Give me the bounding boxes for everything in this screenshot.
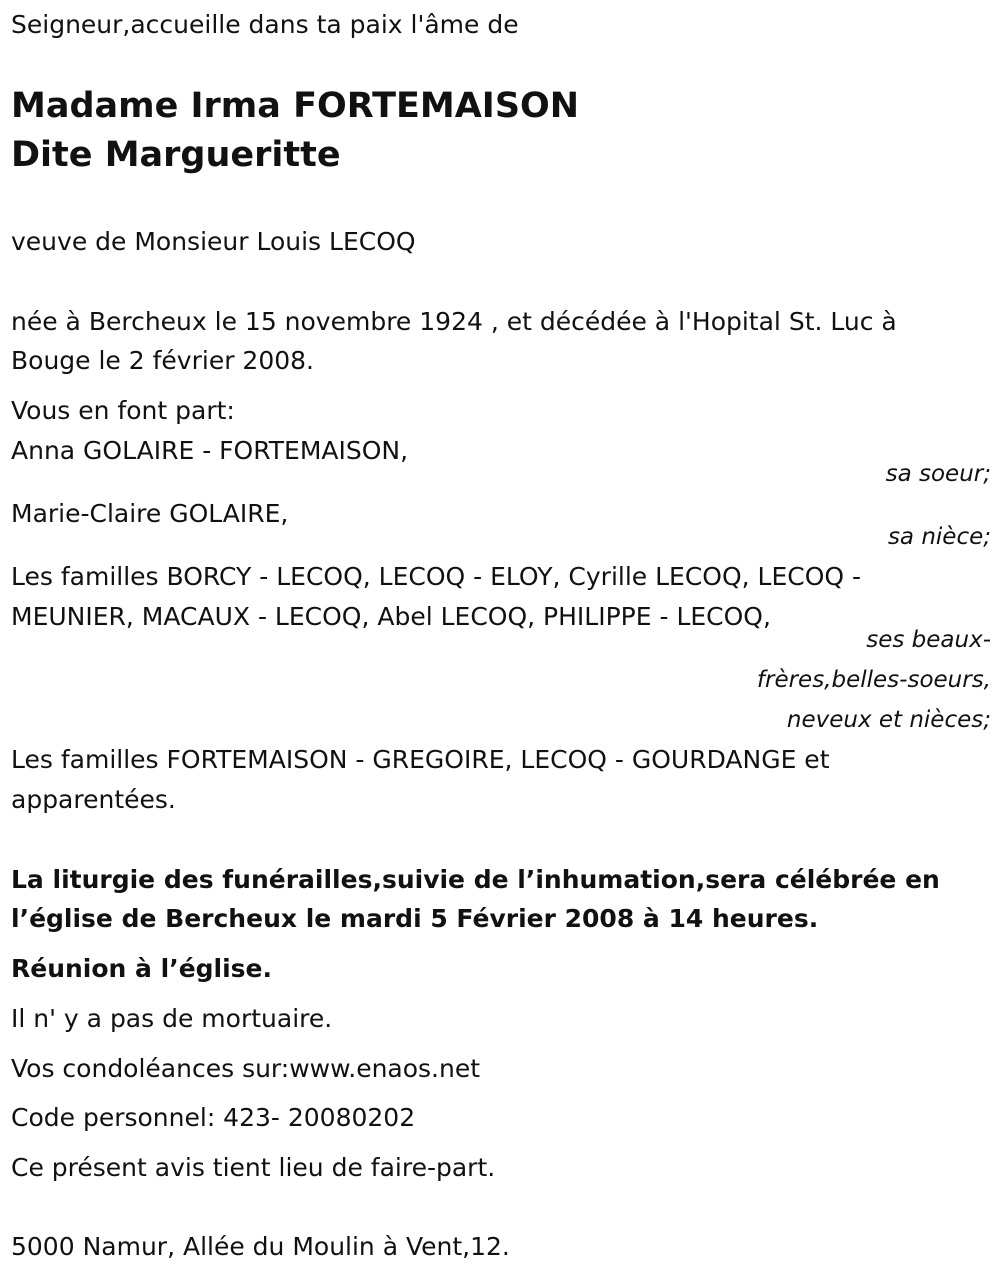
notice-text: Ce présent avis tient lieu de faire-part. (11, 1153, 496, 1182)
obituary-notice (11, 0, 991, 1281)
liturgy-line-1: La liturgie des funérailles,suivie de l’inhumation,sera célébrée en (11, 865, 940, 894)
intro-text: Seigneur,accueille dans ta paix l'âme de (11, 10, 519, 39)
mourner-line: Marie-Claire GOLAIRE, (11, 499, 289, 528)
mourner-relation: sa soeur; (885, 461, 991, 487)
mourner-line: Les familles BORCY - LECOQ, LECOQ - ELOY, Cyrille LECOQ, LECOQ - (11, 562, 862, 591)
no-mortuary-text: Il n' y a pas de mortuaire. (11, 1004, 333, 1033)
widow-of-text: veuve de Monsieur Louis LECOQ (11, 227, 416, 256)
deceased-nickname: Dite Margueritte (11, 135, 341, 175)
mourner-relation: frères,belles-soeurs, (756, 667, 991, 693)
mourner-relation: neveux et nièces; (786, 707, 991, 733)
mourner-relation: ses beaux- (866, 627, 991, 653)
mourner-line: Les familles FORTEMAISON - GREGOIRE, LECOQ - GOURDANGE et (11, 745, 830, 774)
meeting-text: Réunion à l’église. (11, 954, 273, 983)
liturgy-line-2: l’église de Bercheux le mardi 5 Février 2008 à 14 heures. (11, 904, 819, 933)
condolences-text: Vos condoléances sur:www.enaos.net (11, 1054, 481, 1083)
mourner-line: apparentées. (11, 785, 176, 814)
mourner-relation: sa nièce; (887, 524, 991, 550)
birth-death-line-2: Bouge le 2 février 2008. (11, 346, 314, 375)
deceased-name: Madame Irma FORTEMAISON (11, 86, 580, 126)
personal-code-text: Code personnel: 423- 20080202 (11, 1103, 416, 1132)
mourner-line: Anna GOLAIRE - FORTEMAISON, (11, 436, 409, 465)
announce-text: Vous en font part: (11, 396, 235, 425)
mourner-line: MEUNIER, MACAUX - LECOQ, Abel LECOQ, PHILIPPE - LECOQ, (11, 602, 771, 631)
birth-death-line-1: née à Bercheux le 15 novembre 1924 , et décédée à l'Hopital St. Luc à (11, 307, 897, 336)
address-text: 5000 Namur, Allée du Moulin à Vent,12. (11, 1232, 510, 1261)
